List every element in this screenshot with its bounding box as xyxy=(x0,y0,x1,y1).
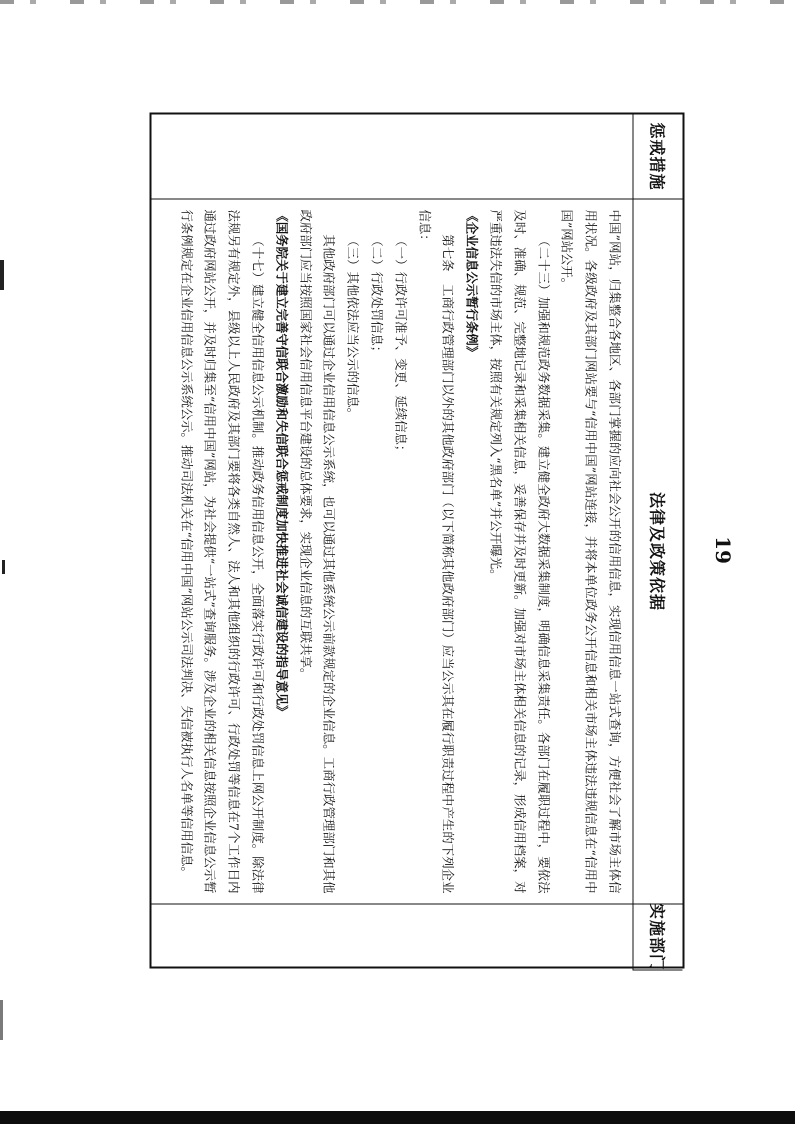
legal-paragraph: 《国务院关于建立完善守信联合激励和失信联合惩戒制度加快推进社会诚信建设的指导意见》 xyxy=(274,209,290,718)
header-department: 实施部门 xyxy=(633,905,683,971)
scan-mark-left-3 xyxy=(0,1000,3,1040)
page-number: 19 xyxy=(711,536,735,564)
cell-measures xyxy=(152,115,633,200)
legal-paragraph: 中国”网站，归集整合各地区、各部门掌握的应向社会公开的信用信息，实现信用信息一站式查询，方便社会了解市场主体信用状况。各级政府及其部门网站要与“信用中国”网站连接，并将本单位政务公开信息和相关市场主体违法违规信息在“信用中国”网站公开。 xyxy=(559,209,623,894)
legal-paragraph: 《企业信息公示暂行条例》 xyxy=(464,209,480,359)
legal-paragraph: 其他政府部门可以通过企业信用信息公示系统，也可以通过其他系统公示前款规定的企业信息。工商行政管理部门和其他政府部门应当按照国家社会信用信息平台建设的总体要求，实现企业信息的互联共享。 xyxy=(298,209,337,894)
legal-paragraph: （二十三）加强和规范政务数据采集。建立健全政府大数据采集制度，明确信息采集责任。各部门在履职过程中，要依法及时、准确、规范、完整地记录和采集相关信息，妥善保存并及时更新。加强对市场主体相关信息的记录，形成信用档案，对严重违法失信的市场主体，按照有关规定列入“黑名单”并公开曝光。 xyxy=(488,209,552,894)
legal-paragraph: （一）行政许可准予、变更、延续信息； xyxy=(393,234,409,458)
policy-table xyxy=(150,113,685,972)
header-legal-basis: 法律及政策依据 xyxy=(633,200,683,905)
scan-noise-top xyxy=(0,0,795,4)
scan-mark-left-1 xyxy=(0,260,4,290)
legal-paragraph: （三）其他依法应当公示的信息。 xyxy=(345,234,361,421)
cell-department xyxy=(152,905,633,971)
legal-paragraph: 第七条 工商行政管理部门以外的其他政府部门（以下简称其他政府部门）应当公示其在履行职责过程中产生的下列企业信息： xyxy=(417,209,456,894)
cell-legal-basis xyxy=(152,200,633,905)
scan-border-bottom xyxy=(0,1111,795,1124)
legal-paragraph: （十七）建立健全信用信息公示机制。推动政务信用信息公开，全面落实行政许可和行政处罚信息上网公开制度。除法律法规另有规定外，县级以上人民政府及其部门要将各类自然人、法人和其他组织的行政许可、行政处罚等信息在7个工作日内通过政府网站公开，并及时归集至“信用中国”网站，为社会提供“一站式”查询服务。涉及企业的相关信息按照企业信息公示暂行条例规定在企业信用信息公示系统公示。推动司法机关在“信用中国”网站公示司法判决、失信被执行人名单等信用信息。 xyxy=(179,209,266,894)
header-measures: 惩戒措施 xyxy=(633,115,683,200)
legal-paragraph: （二）行政处罚信息； xyxy=(369,234,385,359)
scan-mark-left-2 xyxy=(2,560,5,574)
